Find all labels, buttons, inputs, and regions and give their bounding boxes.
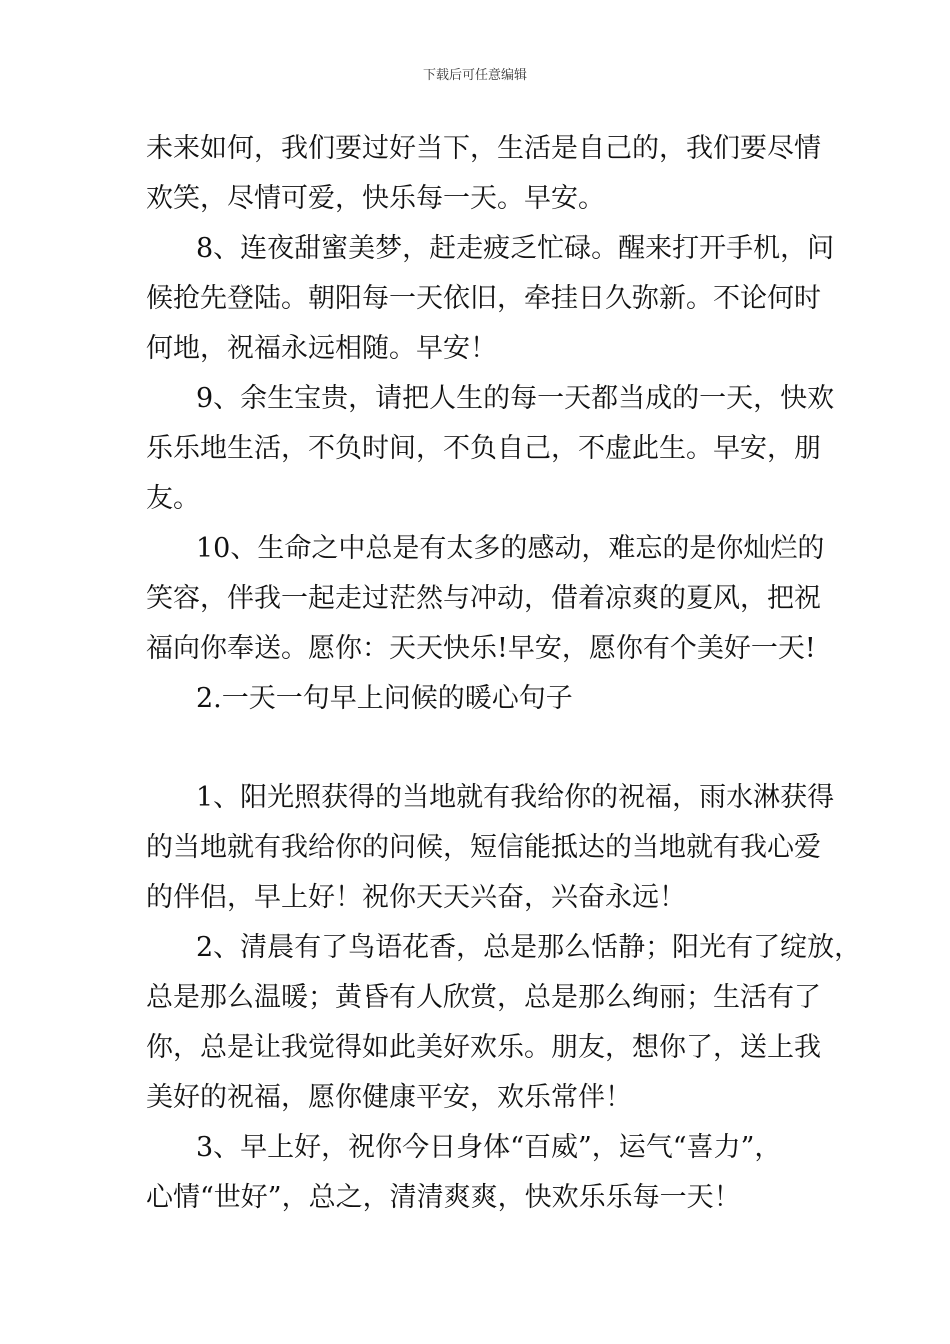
page-header: 下载后可任意编辑 (422, 68, 527, 83)
text-line: 乐乐地生活，不负时间，不负自己，不虚此生。早安，朋 (146, 433, 821, 464)
text-line: 10、生命之中总是有太多的感动，难忘的是你灿烂的 (196, 533, 825, 564)
text-line: 友。 (146, 483, 200, 514)
text-line: 9、余生宝贵，请把人生的每一天都当成的一天，快欢 (196, 383, 835, 414)
text-line: 的当地就有我给你的问候，短信能抵达的当地就有我心爱 (146, 832, 821, 863)
text-line: 何地，祝福永远相随。早安！ (146, 333, 497, 364)
text-line: 你，总是让我觉得如此美好欢乐。朋友，想你了，送上我 (146, 1032, 821, 1063)
text-line: 候抢先登陆。朝阳每一天依旧，牵挂日久弥新。不论何时 (146, 283, 821, 314)
text-line: 美好的祝福，愿你健康平安，欢乐常伴！ (146, 1082, 632, 1113)
text-line: 3、早上好，祝你今日身体“百威”，运气“喜力”， (196, 1132, 782, 1163)
text-line: 8、连夜甜蜜美梦，赶走疲乏忙碌。醒来打开手机，问 (196, 233, 835, 264)
text-line: 总是那么温暖；黄昏有人欣赏，总是那么绚丽；生活有了 (146, 982, 821, 1013)
text-line: 福向你奉送。愿你：天天快乐!早安，愿你有个美好一天! (146, 633, 816, 664)
text-line: 未来如何，我们要过好当下，生活是自己的，我们要尽情 (146, 133, 821, 164)
text-line: 心情“世好”，总之，清清爽爽，快欢乐乐每一天！ (146, 1182, 741, 1213)
text-line: 欢笑，尽情可爱，快乐每一天。早安。 (146, 183, 605, 214)
text-line: 2、清晨有了鸟语花香，总是那么恬静；阳光有了绽放， (196, 932, 862, 963)
text-line: 的伴侣，早上好！祝你天天兴奋，兴奋永远！ (146, 882, 686, 913)
text-line: 笑容，伴我一起走过茫然与冲动，借着凉爽的夏风，把祝 (146, 583, 821, 614)
text-line: 1、阳光照获得的当地就有我给你的祝福，雨水淋获得 (196, 782, 835, 813)
section-heading: 2.一天一句早上问候的暖心句子 (196, 683, 573, 714)
